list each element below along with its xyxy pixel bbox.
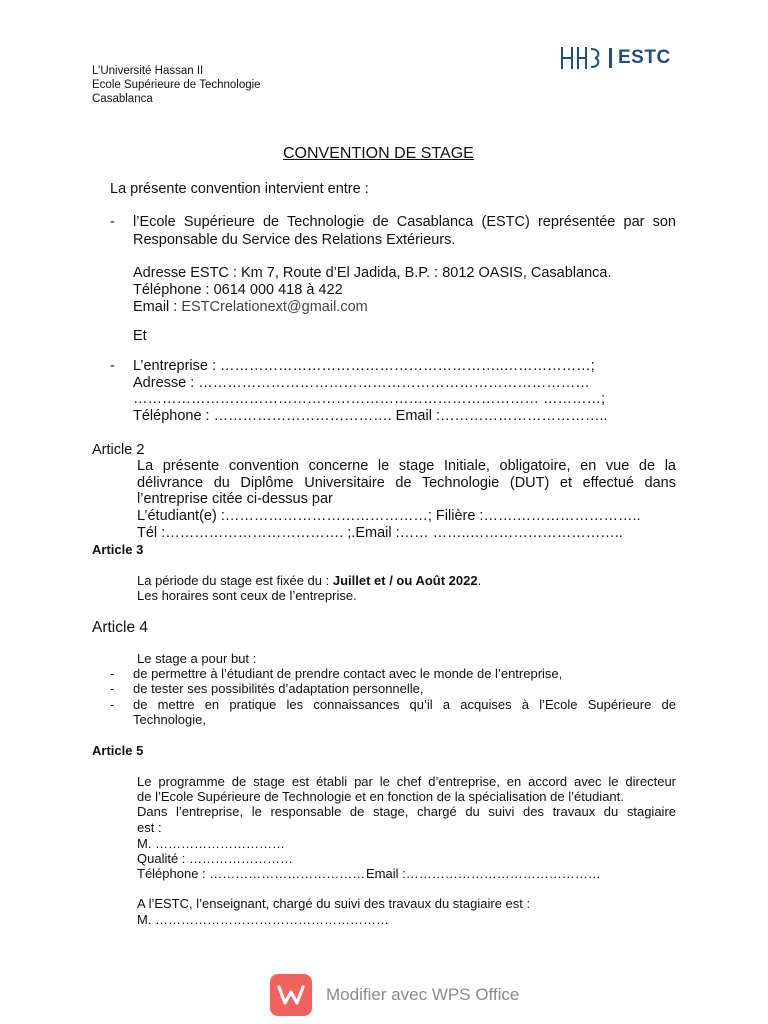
estc-email-line — [133, 299, 368, 315]
estc-phone: Téléphone : 0614 000 418 à 422 — [133, 282, 343, 298]
bullet: - — [110, 358, 115, 374]
goal-item: de tester ses possibilités d’adaptation personnelle, — [133, 681, 424, 696]
page-title: CONVENTION DE STAGE — [283, 145, 474, 162]
intro-text: La présente convention intervient entre : — [110, 181, 369, 197]
school-name: Ecole Supérieure de Technologie — [92, 79, 261, 91]
supervisor-name-field: M. ………………………… — [137, 836, 286, 851]
university-name: L’Université Hassan II — [92, 65, 204, 77]
article2-line2: délivrance du Diplôme Universitaire de Technologie (DUT) et effectué dans — [137, 475, 676, 491]
article5-line3: Dans l’entreprise, le responsable de stage, chargé du suivi des travaux du stagiaire — [137, 804, 676, 819]
period-suffix: . — [477, 573, 482, 588]
wps-banner[interactable] — [270, 974, 519, 1016]
goal-item: de mettre en pratique les connaissances qu’il a acquises à l’Ecole Supérieure de — [133, 697, 676, 712]
company-field: L’entreprise : …………………………………………………..………………; — [133, 358, 595, 374]
teacher-name-field: M. ……………………………………………… — [137, 912, 390, 927]
article2-heading: Article 2 — [92, 442, 145, 458]
article5-line2: de l’Ecole Supérieure de Technologie et en fonction de la spécialisation de l’étudiant. — [137, 789, 624, 804]
estc-logo — [560, 44, 671, 72]
article3-heading: Article 3 — [92, 542, 144, 557]
article2-line3: l’entreprise citée ci-dessus par — [137, 491, 333, 507]
supervisor-role-field: Qualité : …………………… — [137, 851, 294, 866]
bullet: - — [110, 666, 115, 681]
logo-text: ESTC — [618, 47, 671, 68]
supervisor-email-field: Email :……………………………………… — [366, 866, 601, 881]
wps-logo-icon — [270, 974, 312, 1016]
supervisor-phone-field: Téléphone : …………………………………… — [137, 866, 392, 881]
bullet: - — [110, 214, 115, 230]
period-value: Juillet et / ou Août 2022 — [332, 573, 478, 588]
student-contact-field: Tél :………………………………. ;.Email :…… ……..………………………….. — [137, 525, 623, 541]
article4-heading: Article 4 — [92, 619, 148, 636]
teacher-line: A l’ESTC, l’enseignant, chargé du suivi des travaux du stagiaire est : — [137, 896, 531, 911]
university-emblem-icon — [560, 45, 604, 71]
period-prefix: La période du stage est fixée du : — [137, 573, 333, 588]
article5-line1: Le programme de stage est établi par le chef d’entreprise, en accord avec le directeur — [137, 774, 676, 789]
bullet: - — [110, 681, 115, 696]
article5-heading: Article 5 — [92, 743, 144, 758]
city-name: Casablanca — [92, 93, 153, 105]
company-address-field: Adresse : ……………………………………………………………………… — [133, 375, 590, 391]
article4-intro: Le stage a pour but : — [137, 651, 257, 666]
wps-edit-link[interactable]: Modifier avec WPS Office — [326, 985, 520, 1004]
estc-address: Adresse ESTC : Km 7, Route d’El Jadida, B.P. : 8012 OASIS, Casablanca. — [133, 265, 612, 281]
goal-item-continuation: Technologie, — [133, 712, 206, 727]
working-hours: Les horaires sont ceux de l’entreprise. — [137, 588, 357, 603]
internship-period — [137, 573, 481, 588]
article2-line1: La présente convention concerne le stage Initiale, obligatoire, en vue de la — [137, 458, 676, 474]
email-label: Email : — [133, 299, 182, 315]
company-contact-field: Téléphone : ………………………………. Email :…………………………….. — [133, 408, 608, 424]
logo-divider — [609, 48, 612, 68]
goal-item: de permettre à l’étudiant de prendre contact avec le monde de l’entreprise, — [133, 666, 563, 681]
party1-line2: Responsable du Service des Relations Extérieurs. — [133, 232, 456, 248]
party1-line1: l’Ecole Supérieure de Technologie de Casablanca (ESTC) représentée par son — [133, 214, 676, 230]
student-field: L’étudiant(e) :……………………………………; Filière :…….…………………….. — [137, 508, 641, 524]
email-address[interactable]: ESTCrelationext@gmail.com — [181, 299, 368, 315]
article5-line4: est : — [137, 820, 162, 835]
company-address-field-2: ………………………………………………………………………… …………; — [133, 391, 606, 407]
and-text: Et — [133, 328, 147, 344]
bullet: - — [110, 697, 115, 712]
